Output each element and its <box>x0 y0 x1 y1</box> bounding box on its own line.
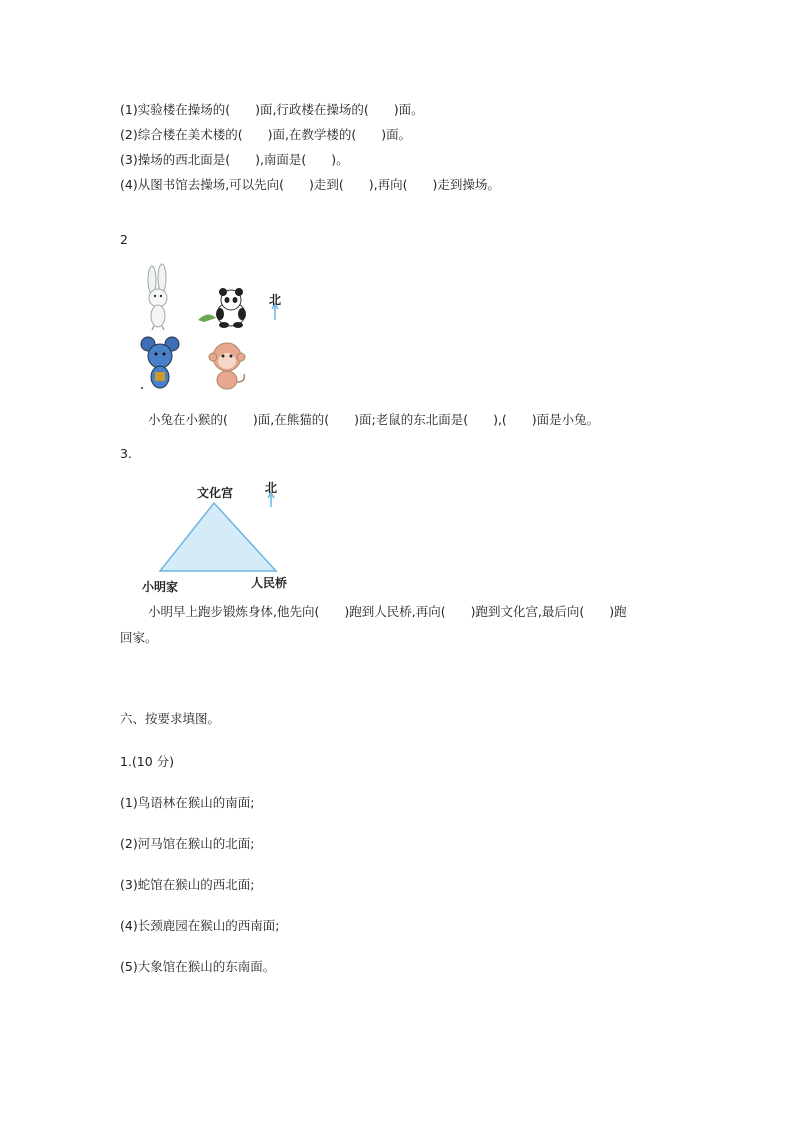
section6-item-2: (2)河马馆在猴山的北面; <box>120 836 255 851</box>
q2-number: 2 <box>120 232 128 247</box>
q2-north-label: 北 <box>269 293 282 307</box>
place-culture-palace: 文化宫 <box>197 486 234 500</box>
q3-north-label: 北 <box>265 481 278 495</box>
section6-item-5: (5)大象馆在猴山的东南面。 <box>120 959 276 974</box>
mouse-icon <box>141 337 179 389</box>
rabbit-icon <box>148 264 167 330</box>
route-triangle <box>160 503 276 571</box>
place-renmin-bridge: 人民桥 <box>251 576 288 590</box>
q2-text: 小兔在小猴的( )面,在熊猫的( )面;老鼠的东北面是( ),( )面是小兔。 <box>148 412 600 427</box>
section6-heading: 六、按要求填图。 <box>120 711 221 726</box>
monkey-icon <box>209 343 245 389</box>
section6-item-4: (4)长颈鹿园在猴山的西南面; <box>120 918 280 933</box>
section6-item-3: (3)蛇馆在猴山的西北面; <box>120 877 255 892</box>
prev-item-3: (3)操场的西北面是( ),南面是( )。 <box>120 152 349 167</box>
section6-item-1: (1)鸟语林在猴山的南面; <box>120 795 255 810</box>
q3-number: 3. <box>120 446 132 461</box>
q3-text-line1: 小明早上跑步锻炼身体,他先向( )跑到人民桥,再向( )跑到文化宫,最后向( )跑 <box>148 604 627 619</box>
prev-item-4: (4)从图书馆去操场,可以先向( )走到( ),再向( )走到操场。 <box>120 177 500 192</box>
place-xiaoming-home: 小明家 <box>142 580 179 594</box>
q3-text-line2: 回家。 <box>120 630 158 645</box>
section6-q1-label: 1.(10 分) <box>120 754 175 769</box>
prev-item-2: (2)综合楼在美术楼的( )面,在教学楼的( )面。 <box>120 127 412 142</box>
panda-icon <box>198 288 246 328</box>
prev-item-1: (1)实验楼在操场的( )面,行政楼在操场的( )面。 <box>120 102 424 117</box>
animals-figure <box>138 262 288 397</box>
